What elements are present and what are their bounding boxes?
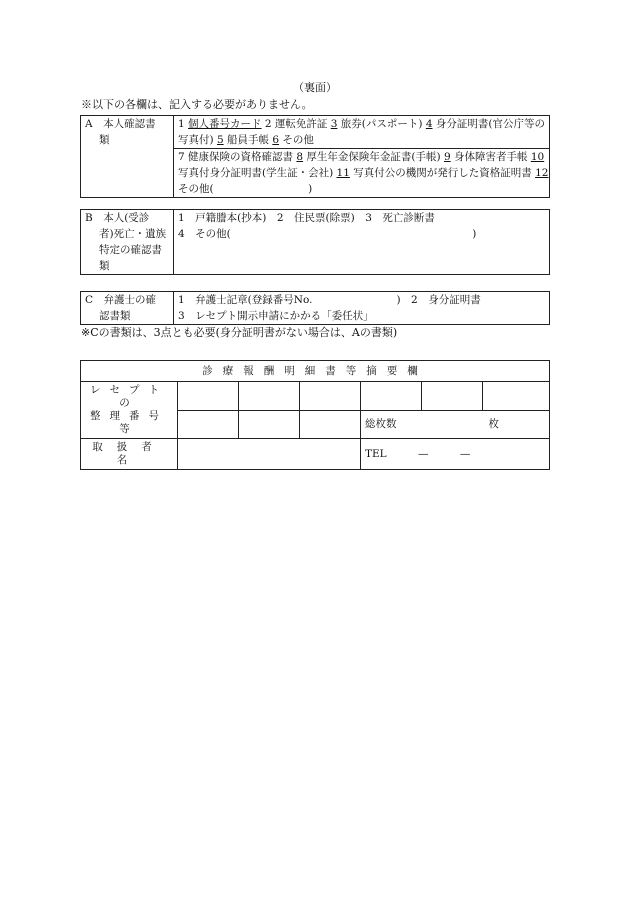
c-line-1: 1 弁護士記章(登録番号No. ) 2 身分証明書 (178, 294, 481, 306)
tel-label: TEL (365, 448, 387, 460)
a-item-5: 船員手帳 (226, 134, 269, 146)
total-sheets-label: 総枚数 (365, 418, 397, 431)
a-item-6: その他 (282, 134, 314, 146)
c-line-2: 3 レセプト開示申請にかかる「委任状」 (178, 310, 374, 322)
summary-title: 診療報酬明細書等摘要欄 (81, 361, 550, 382)
section-c-table (80, 291, 550, 325)
receipt-cell-5[interactable] (422, 382, 483, 411)
section-c-body (174, 292, 550, 325)
receipt-cell-8[interactable] (239, 410, 300, 439)
note-not-required: ※以下の各欄は、記入する必要がありません。 (81, 98, 313, 111)
receipt-cell-7[interactable] (178, 410, 239, 439)
receipt-cell-6[interactable] (483, 382, 550, 411)
tel-separator-1: — (418, 448, 429, 460)
section-b-table (80, 209, 550, 275)
section-a-table (80, 115, 550, 198)
tel-cell[interactable] (361, 439, 550, 470)
receipt-cell-9[interactable] (300, 410, 361, 439)
section-a-group2: 7 健康保険の資格確認書 8 厚生年金保険年金証書(手帳) 9 身体障害者手帳 10 写真付身分証明書(学生証・会社) 11 写真付公の機関が発行した資格証明書 12 その他( ) (174, 149, 550, 198)
a-item-2: 運転免許証 (274, 118, 328, 130)
section-b-body (174, 210, 550, 275)
section-c-label: C 弁護士の確 認書類 (81, 292, 174, 325)
receipt-number-label: レセプトの 整理番号等 (81, 382, 178, 439)
receipt-cell-1[interactable] (178, 382, 239, 411)
section-b-label: B 本人(受診 者)死亡・遺族 特定の確認書 類 (81, 210, 174, 275)
a-item-7: 健康保険の資格確認書 (188, 151, 294, 163)
tel-separator-2: — (459, 448, 471, 460)
a-item-3: 旅券(パスポート) (340, 118, 423, 130)
b-line-1: 1 戸籍謄本(抄本) 2 住民票(除票) 3 死亡診断書 (178, 212, 435, 224)
page-caption: （裏面） (293, 81, 337, 94)
receipt-cell-3[interactable] (300, 382, 361, 411)
handler-label: 取扱者名 (81, 439, 178, 470)
a-item-9: 身体障害者手帳 (453, 151, 528, 163)
b-line-2: 4 その他( ) (178, 228, 477, 240)
total-sheets-unit: 枚 (488, 418, 499, 431)
section-a-group1: 1 個人番号カード 2 運転免許証 3 旅券(パスポート) 4 身分証明書(官公庁等の写真付) 5 船員手帳 6 その他 (174, 116, 550, 149)
a-item-8: 厚生年金保険年金証書(手帳) (306, 151, 441, 163)
handler-name-cell[interactable] (178, 439, 361, 470)
summary-table (80, 360, 550, 470)
note-section-c: ※Cの書類は、3点とも必要(身分証明書がない場合は、Aの書類) (81, 326, 398, 339)
a-item-1: 個人番号カード (188, 118, 262, 130)
section-a-label: A 本人確認書 類 (81, 116, 174, 198)
a-item-10: 写真付身分証明書(学生証・会社) (178, 167, 334, 179)
a-item-4: 身分証明書(官公庁等の写真付) (178, 118, 545, 146)
a-item-12: その他( ) (178, 183, 313, 195)
receipt-cell-4[interactable] (361, 382, 422, 411)
total-sheets-cell[interactable] (361, 410, 550, 439)
a-item-11: 写真付公の機関が発行した資格証明書 (353, 167, 532, 179)
receipt-cell-2[interactable] (239, 382, 300, 411)
